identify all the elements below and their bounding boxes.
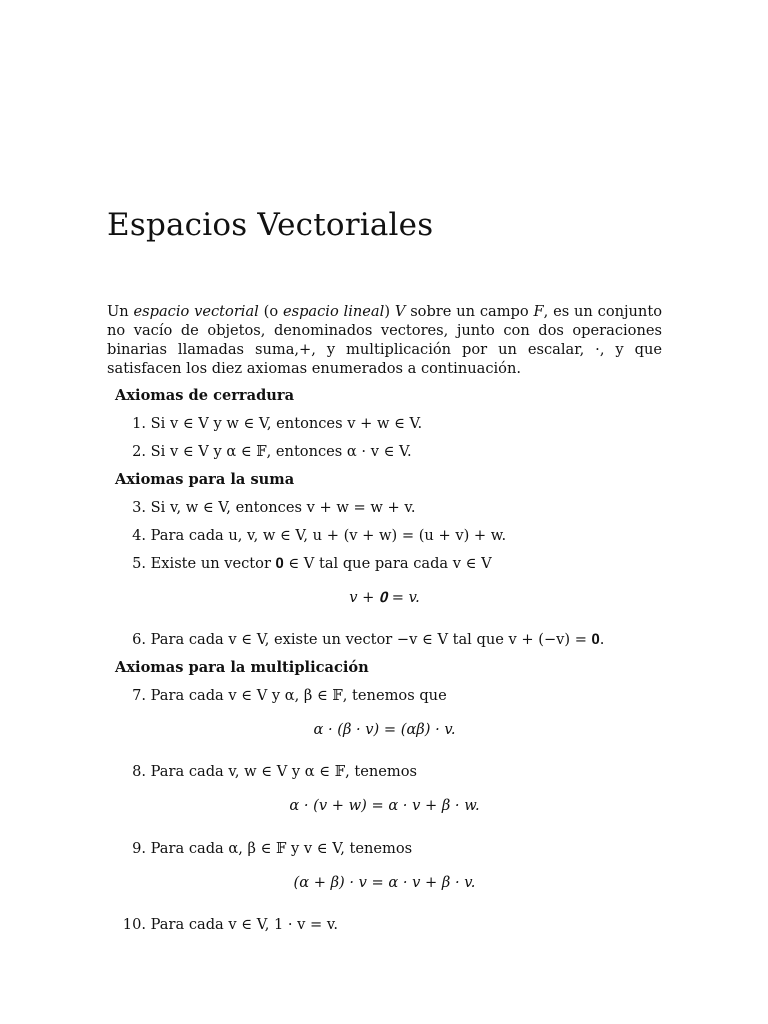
term-linear-space: espacio lineal [282, 303, 385, 320]
axiom-item-2 [118, 443, 678, 460]
axiom-item-6 [118, 631, 678, 648]
intro-text: Un [107, 303, 134, 320]
axiom-item-5 [118, 555, 678, 572]
page-title: Espacios Vectoriales [107, 207, 434, 243]
intro-text: sobre un campo [405, 303, 534, 320]
axiom-item-9 [118, 840, 678, 857]
axiom-number: 3. [132, 499, 146, 516]
symbol-v: V [394, 303, 406, 320]
section-heading-sum: Axiomas para la suma [115, 471, 295, 488]
axiom-item-1 [118, 415, 678, 432]
axiom-text: Para cada u, v, w ∈ V, u + (v + w) = (u + v) + w. [150, 527, 507, 544]
intro-text: (o [258, 303, 283, 320]
equation-5: v + 𝟎 = v. [349, 589, 420, 606]
axiom-number: 10. [122, 916, 146, 933]
axiom-number: 8. [132, 763, 146, 780]
axiom-item-3 [118, 499, 678, 516]
axiom-text: Para cada v, w ∈ V y α ∈ 𝔽, tenemos [150, 763, 418, 780]
intro-text: ) [384, 303, 395, 320]
equation-9: (α + β) · v = α · v + β · v. [293, 874, 476, 891]
axiom-text: Si v, w ∈ V, entonces v + w = w + v. [150, 499, 416, 516]
axiom-item-4 [118, 527, 678, 544]
axiom-number: 7. [132, 687, 146, 704]
axiom-text: Si v ∈ V y w ∈ V, entonces v + w ∈ V. [150, 415, 423, 432]
intro-paragraph [107, 302, 662, 378]
section-heading-mult: Axiomas para la multiplicación [115, 659, 369, 676]
axiom-text: Existe un vector 𝟎 ∈ V tal que para cada v ∈ V [150, 555, 492, 572]
axiom-number: 6. [132, 631, 146, 648]
axiom-number: 1. [132, 415, 146, 432]
symbol-f: F [533, 303, 544, 320]
axiom-number: 9. [132, 840, 146, 857]
axiom-number: 2. [132, 443, 146, 460]
equation-7: α · (β · v) = (αβ) · v. [313, 721, 456, 738]
axiom-item-7 [118, 687, 678, 704]
equation-8: α · (v + w) = α · v + β · w. [289, 797, 480, 814]
axiom-text: Para cada α, β ∈ 𝔽 y v ∈ V, tenemos [150, 840, 413, 857]
axiom-text: Si v ∈ V y α ∈ 𝔽, entonces α · v ∈ V. [150, 443, 412, 460]
axiom-number: 5. [132, 555, 146, 572]
axiom-text: Para cada v ∈ V, 1 · v = v. [150, 916, 339, 933]
section-heading-closure: Axiomas de cerradura [115, 387, 295, 404]
axiom-text: Para cada v ∈ V y α, β ∈ 𝔽, tenemos que [150, 687, 447, 704]
axiom-text: Para cada v ∈ V, existe un vector −v ∈ V tal que v + (−v) = 𝟎. [150, 631, 605, 648]
intro-text: , es un conjunto no vacío de objetos, denominados vectores, junto con dos operaciones binarias llamadas suma,+, y multiplicación por un escalar, ·, y que satisfacen los diez axiomas enumerados a continuación. [107, 303, 662, 377]
axiom-number: 4. [132, 527, 146, 544]
axiom-item-10 [112, 916, 672, 933]
axiom-item-8 [118, 763, 678, 780]
term-vector-space: espacio vectorial [133, 303, 259, 320]
